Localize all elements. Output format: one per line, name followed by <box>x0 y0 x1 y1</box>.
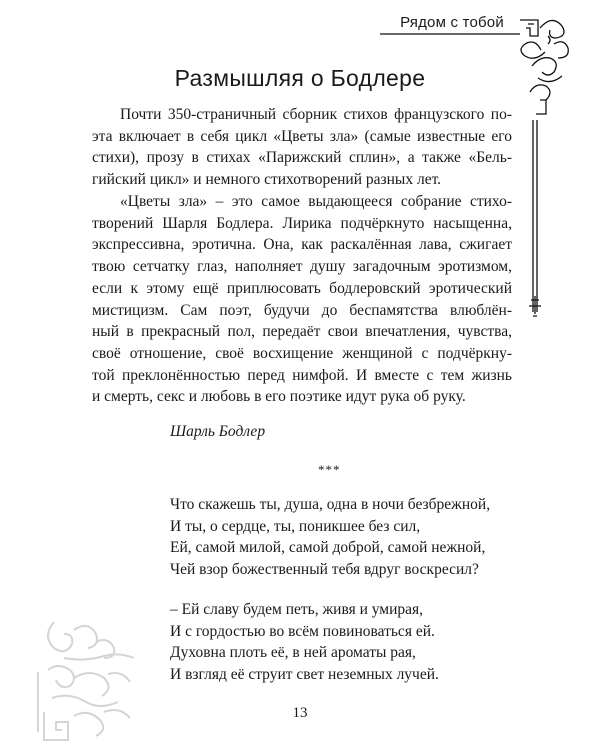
verse-line: И с гордостью во всём повиноваться ей. <box>170 622 435 640</box>
text-line: своё отношение, своё восхищение женщиной с подчёркну- <box>92 344 512 362</box>
text-line: «Цветы зла» – это самое выдающееся собрание стихо- <box>120 193 512 210</box>
verse-line: И взгляд её струит свет неземных лучей. <box>170 665 439 683</box>
text-line: если к этому ещё приплюсовать бодлеровский эротический <box>92 279 512 297</box>
stanza-2 <box>170 599 530 685</box>
text-line: экспрессивна, эротична. Она, как раскалённая лава, сжигает <box>92 236 512 254</box>
page-number: 13 <box>292 705 308 721</box>
stanza-1 <box>170 494 530 580</box>
poem-author: Шарль Бодлер <box>170 423 266 440</box>
verse-line: – Ей славу будем петь, живя и умирая, <box>170 601 424 618</box>
poem-separator: *** <box>318 462 341 477</box>
paragraph-1 <box>92 104 512 191</box>
text-line: мистицизм. Сам поэт, будучи до беспамятства влюблён- <box>92 301 512 319</box>
text-line: Почти 350-страничный сборник стихов французского по- <box>120 106 512 123</box>
text-line: эта включает в себя цикл «Цветы зла» (самые известные его <box>92 127 512 145</box>
text-line: твою сетчатку глаз, наполняет душу загадочным эротизмом, <box>92 258 512 276</box>
verse-line: Чей взор божественный тебя вдруг воскресил? <box>170 560 479 578</box>
running-head: Рядом с тобой <box>400 14 504 31</box>
chapter-title: Размышляя о Бодлере <box>174 65 426 91</box>
corner-ornament <box>34 612 164 747</box>
verse-line: Ей, самой милой, самой доброй, самой нежной, <box>170 539 486 556</box>
verse-line: Что скажешь ты, душа, одна в ночи безбрежной, <box>170 496 491 513</box>
text-line: и смерть, секс и любовь в его поэтике идут рука об руку. <box>92 388 466 406</box>
text-line: ный в прекрасный пол, передаёт свои впечатления, чувства, <box>92 323 512 341</box>
text-line: стихи), прозу в стихах «Парижский сплин», а также «Бель- <box>92 149 512 167</box>
text-line: гийский цикл» и немного стихотворений разных лет. <box>92 171 442 189</box>
text-line: той преклонённостью перед нимфой. И вместе с тем жизнь <box>92 366 512 384</box>
paragraph-2 <box>92 191 512 408</box>
text-line: творений Шарля Бодлера. Лирика подчёркнуто насыщенна, <box>92 214 512 232</box>
verse-line: Духовна плоть её, в ней ароматы рая, <box>170 644 416 661</box>
verse-line: И ты, о сердце, ты, поникшее без сил, <box>170 517 421 535</box>
